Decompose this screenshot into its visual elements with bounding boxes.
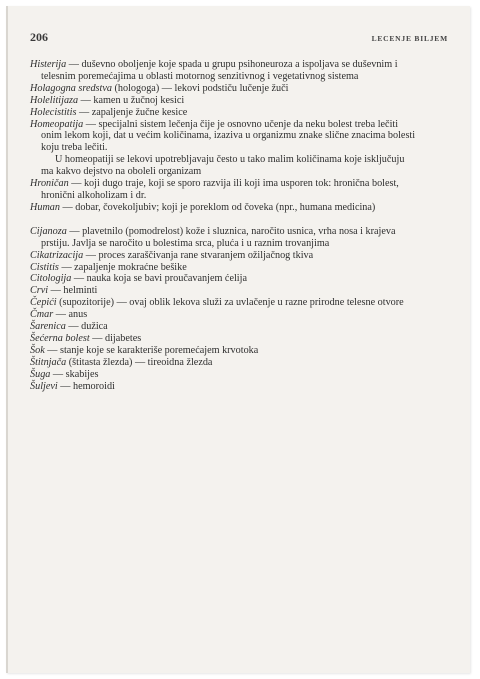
- entry-term: Crvi: [30, 285, 49, 297]
- page-number: 206: [30, 30, 48, 44]
- glossary-entry: [30, 381, 416, 393]
- entry-definition: — proces zaraščivanja rane stvaranjem ožiljačnog tkiva: [83, 249, 314, 261]
- entry-definition: — helminti: [48, 285, 98, 297]
- entry-term: Šećerna bolest: [30, 332, 90, 344]
- glossary-entry: [30, 262, 416, 274]
- glossary-entry: [30, 297, 416, 309]
- entry-definition: — dobar, čovekoljubiv; koji je poreklom od čoveka (npr., humana medicina): [60, 201, 376, 213]
- glossary-entry: [30, 107, 416, 119]
- entry-definition: — dužica: [65, 321, 108, 333]
- entry-term: Šuga: [30, 368, 51, 380]
- entry-term: Čepići: [30, 297, 57, 309]
- glossary-entry: [30, 357, 416, 369]
- entry-definition: (štitasta žlezda) — tireoidna žlezda: [66, 356, 213, 368]
- entry-definition: — skabijes: [50, 368, 99, 380]
- entry-term: Holagogna sredstva: [30, 82, 112, 94]
- glossary-entry: [30, 273, 416, 285]
- glossary-entry: [30, 83, 416, 95]
- glossary-entry: [30, 202, 416, 214]
- entry-term: Homeopatija: [30, 118, 84, 130]
- glossary-entry: [30, 345, 416, 357]
- entry-term: Štitnjača: [30, 356, 67, 368]
- entry-definition: — hemoroidi: [57, 380, 115, 392]
- entry-definition: — duševno oboljenje koje spada u grupu psihoneuroza a ispoljava se duševnim i telesnim poremećajima u oblasti motornog senzitivnog i vegetativnog sistema: [41, 59, 398, 82]
- entry-definition: — nauka koja se bavi proučavanjem ćelija: [71, 273, 247, 285]
- glossary-entry: [30, 250, 416, 262]
- entry-term: Šuljevi: [30, 380, 58, 392]
- entry-definition: — zapaljenje žučne kesice: [76, 106, 188, 118]
- entry-term: Šarenica: [30, 321, 66, 333]
- entry-term: Cikatrizacija: [30, 249, 84, 261]
- entry-definition: — specijalni sistem lečenja čije je osnovno učenje da neku bolest treba lečiti onim lekom koji, dat u većim količinama, izaziva u organizmu znake slične znacima bolesti koju treba lečiti.: [41, 118, 416, 154]
- entry-definition: — anus: [53, 309, 88, 321]
- glossary-content: [30, 59, 416, 392]
- glossary-entry: [30, 59, 416, 83]
- entry-term: Hroničan: [30, 178, 69, 190]
- glossary-section-c: [30, 226, 416, 393]
- section-gap: [30, 214, 416, 226]
- glossary-entry: [30, 178, 416, 202]
- entry-definition: (hologoga) — lekovi podstiču lučenje žuči: [111, 82, 289, 94]
- entry-term: Cijanoza: [30, 225, 67, 237]
- entry-term: Citologija: [30, 273, 72, 285]
- entry-term: Human: [30, 201, 60, 213]
- glossary-entry: [30, 226, 416, 250]
- entry-term: Cistitis: [30, 261, 59, 273]
- entry-term: Histerija: [30, 59, 67, 70]
- glossary-entry: [30, 369, 416, 381]
- entry-term: Holecistitis: [30, 106, 77, 118]
- entry-term: Šok: [30, 344, 45, 356]
- glossary-section-h-cont: [30, 178, 416, 214]
- entry-definition: — stanje koje se karakteriše poremećajem krvotoka: [44, 344, 259, 356]
- glossary-section-h: [30, 59, 416, 154]
- glossary-entry: [30, 333, 416, 345]
- entry-definition: — kamen u žučnoj kesici: [78, 94, 185, 106]
- page-header: [30, 30, 448, 45]
- glossary-entry: [30, 285, 416, 297]
- entry-definition: — koji dugo traje, koji se sporo razvija ili koji ima usporen tok: hronična bolest, hronični alkoholizam i dr.: [41, 178, 399, 201]
- homeopathy-note: U homeopatiji se lekovi upotrebljavaju često u tako malim količinama koje isključuju ma kakvo dejstvo na oboleli organizam: [41, 154, 405, 178]
- glossary-entry: [30, 95, 416, 107]
- glossary-entry: [30, 119, 416, 155]
- entry-definition: (supozitorije) — ovaj oblik lekova služi za uvlačenje u razne prirodne telesne otvore: [56, 297, 404, 309]
- book-page: [6, 6, 470, 673]
- entry-definition: — zapaljenje mokraćne bešike: [58, 261, 187, 273]
- glossary-entry: [30, 321, 416, 333]
- glossary-entry: [30, 309, 416, 321]
- entry-term: Čmar: [30, 309, 54, 321]
- entry-term: Holelitijaza: [30, 94, 79, 106]
- entry-definition: — plavetnilo (pomodrelost) kože i sluznica, naročito usnica, vrha nosa i krajeva prstiju. Javlja se naročito u bolestima srca, pluća i u raznim trovanjima: [41, 225, 396, 249]
- running-head: LECENJE BILJEM: [371, 34, 448, 43]
- entry-definition: — dijabetes: [89, 332, 142, 344]
